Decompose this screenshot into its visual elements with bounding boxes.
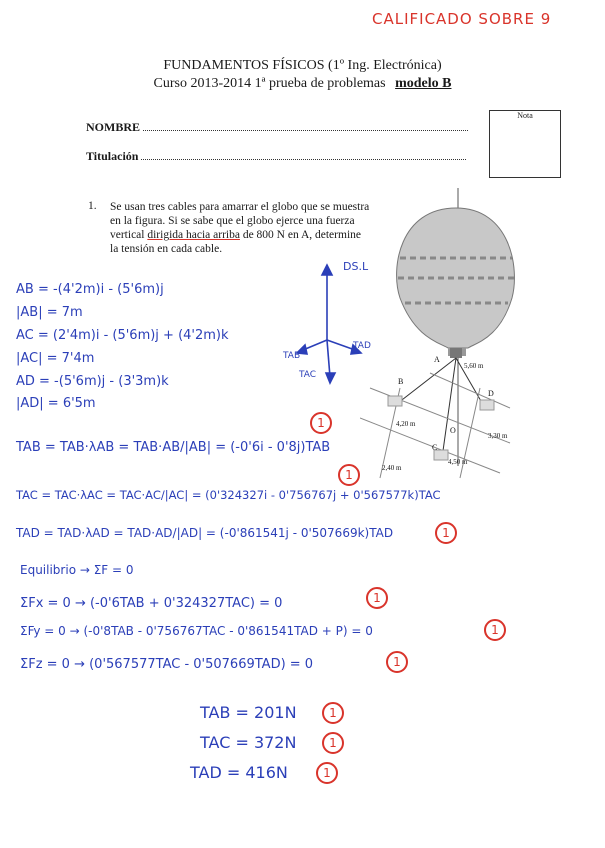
- anchor-b: [388, 396, 402, 406]
- result-tad: TAD = 416N: [190, 763, 288, 782]
- dsl-tad: TAD: [353, 341, 371, 351]
- magnitude-ac: |AC| = 7'4m: [16, 351, 95, 366]
- degree-line: [141, 149, 466, 160]
- problem-text-2: de 800 N en A, determine la tensión en cada cable.: [110, 229, 361, 255]
- mark-8: 1: [322, 732, 344, 754]
- result-tab: TAB = 201N: [200, 703, 297, 722]
- dsl-tab: TAB: [283, 351, 301, 361]
- page-subtitle: [0, 76, 605, 92]
- vector-ab: AB = -(4'2m)i - (5'6m)j: [16, 282, 164, 297]
- grade-box: [489, 110, 561, 178]
- problem-text-1: Se usan tres cables para amarrar el globo que se muestra en la figura. Si se sabe que el globo ejerce una fuerza vertical: [110, 201, 370, 241]
- free-body-diagram: [275, 255, 385, 395]
- label-b: B: [398, 377, 404, 386]
- balloon-envelope: [397, 208, 515, 356]
- model-label: modelo B: [395, 76, 452, 91]
- magnitude-ab: |AB| = 7m: [16, 305, 83, 320]
- tension-ac: TAC = TAC·λAC = TAC·AC/|AC| = (0'324327i - 0'756767j + 0'567577k)TAC: [16, 488, 441, 502]
- mark-9: 1: [316, 762, 338, 784]
- name-line: [143, 120, 468, 131]
- label-c: C: [432, 443, 438, 452]
- tension-ad: TAD = TAD·λAD = TAD·AD/|AD| = (-0'861541j - 0'507669k)TAD: [16, 526, 394, 540]
- mark-1: 1: [310, 412, 332, 434]
- page-title: FUNDAMENTOS FÍSICOS (1º Ing. Electrónica): [163, 58, 442, 73]
- anchor-d: [480, 400, 494, 410]
- dim-240: 2,40 m: [382, 464, 402, 472]
- equation-x: ΣFx = 0 → (-0'6TAB + 0'324327TAC) = 0: [20, 596, 283, 611]
- dim-420: 4,20 m: [396, 420, 416, 428]
- dim-330: 3,30 m: [488, 432, 508, 440]
- mark-4: 1: [366, 587, 388, 609]
- mark-7: 1: [322, 702, 344, 724]
- mark-5: 1: [484, 619, 506, 641]
- magnitude-ad: |AD| = 6'5m: [16, 396, 96, 411]
- problem-statement: [110, 200, 372, 256]
- problem-number: 1.: [88, 200, 97, 212]
- label-a: A: [434, 355, 440, 364]
- vector-ac: AC = (2'4m)i - (5'6m)j + (4'2m)k: [16, 328, 229, 343]
- mark-3: 1: [435, 522, 457, 544]
- dsl-title: DS.L: [343, 260, 369, 273]
- degree-label: Titulación: [86, 149, 139, 163]
- grading-note: CALIFICADO SOBRE 9: [372, 10, 552, 28]
- dim-560: 5,60 m: [464, 362, 484, 370]
- name-field[interactable]: [86, 120, 468, 135]
- balloon-basket: [450, 348, 462, 358]
- equilibrium-label: Equilibrio → ΣF = 0: [20, 563, 134, 577]
- degree-field[interactable]: [86, 149, 466, 164]
- mark-6: 1: [386, 651, 408, 673]
- vector-ad: AD = -(5'6m)j - (3'3m)k: [16, 374, 169, 389]
- label-o: O: [450, 426, 456, 435]
- subtitle-text: Curso 2013-2014 1ª prueba de problemas: [153, 76, 386, 91]
- dsl-tac: TAC: [299, 370, 317, 380]
- equation-z: ΣFz = 0 → (0'567577TAC - 0'507669TAD) = 0: [20, 657, 314, 672]
- cable-ac: [442, 358, 456, 458]
- dim-450: 4,50 m: [448, 458, 468, 466]
- tension-ab: TAB = TAB·λAB = TAB·AB/|AB| = (-0'6i - 0'8j)TAB: [16, 440, 331, 455]
- label-d: D: [488, 389, 494, 398]
- equation-y: ΣFy = 0 → (-0'8TAB - 0'756767TAC - 0'861541TAD + P) = 0: [20, 624, 373, 638]
- problem-underlined: dirigida hacia arriba: [147, 229, 240, 241]
- result-tac: TAC = 372N: [200, 733, 297, 752]
- name-label: NOMBRE: [86, 120, 140, 134]
- mark-2: 1: [338, 464, 360, 486]
- grade-box-label: Nota: [517, 111, 533, 120]
